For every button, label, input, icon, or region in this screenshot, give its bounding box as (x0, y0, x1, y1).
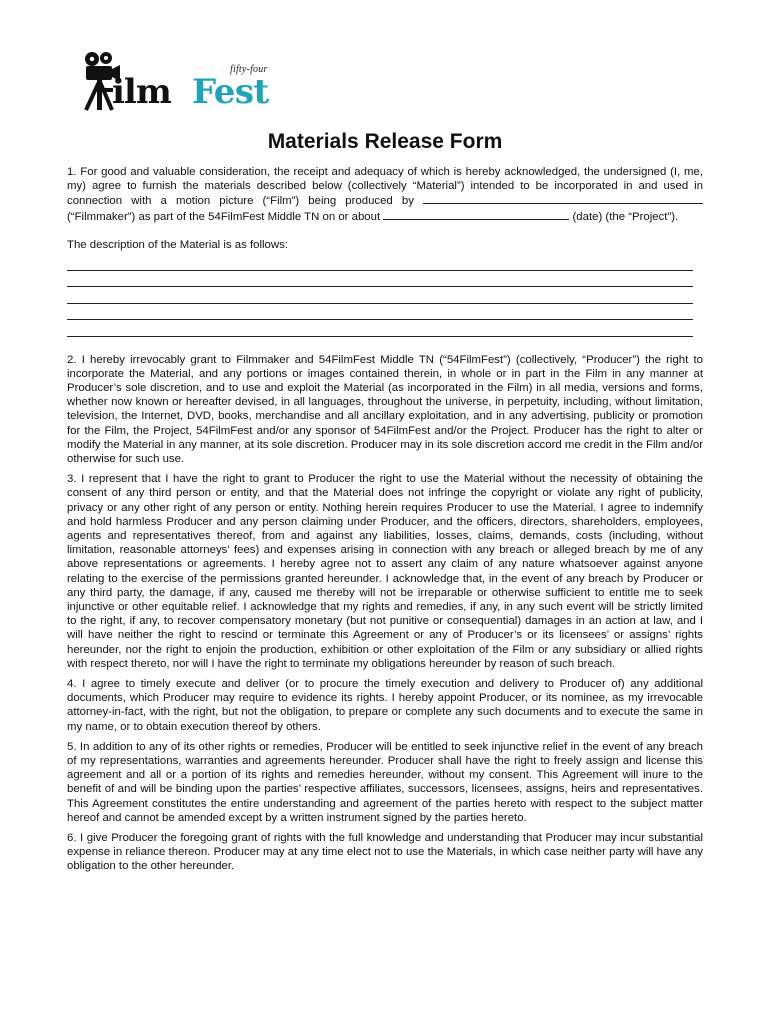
date-field[interactable] (383, 209, 569, 220)
paragraph-2: 2. I hereby irrevocably grant to Filmmaker and 54FilmFest Middle TN (“54FilmFest”) (collectively, “Producer”) the right to incorporate the Material, and any portions or images contained therein, in whole or in part in the Film in any manner at Producer’s sole discretion, and to use and exploit the Material (as incorporated in the Film) in all media, versions and forms, whether now known or hereafter devised, in all languages, throughout the universe, in perpetuity, including, without limitation, television, the Internet, DVD, books, merchandise and all ancillary exploitation, and in any advertising, publicity or promotion for the Film, the Project, 54FilmFest and/or any sponsor of 54FilmFest and/or the Project. Producer has the right to alter or modify the Material in any manner, at its sole discretion. Producer may in its sole discretion accord me credit in the Film and/or otherwise for such use. (67, 353, 703, 465)
paragraph-4: 4. I agree to timely execute and deliver (or to procure the timely execution and delivery to Producer of) any additional documents, which Producer may require to evidence its rights. I hereby appoint Producer, or its nominee, as my irrevocable attorney-in-fact, with the right, but not the obligation, to prepare or complete any such documents and to execute the same in my name, or to obtain execution thereof by others. (67, 677, 703, 733)
description-line[interactable] (67, 287, 693, 304)
description-line[interactable] (67, 271, 693, 288)
paragraph-1-text-a: 1. For good and valuable consideration, the receipt and adequacy of which is hereby acknowledged, the undersigned (I, me, my) agree to furnish the materials described below (collectively “Material”) intended to be incorporated in and used in connection with a motion picture (“Film”) being produced by (67, 166, 703, 208)
paragraph-3: 3. I represent that I have the right to grant to Producer the right to use the Material without the necessity of obtaining the consent of any third person or entity, and that the Material does not infringe the copyright or violate any right of publicity, privacy or any other right of any person or entity. Nothing herein requires Producer to use the Material. I agree to indemnify and hold harmless Producer and any person claiming under Producer, and the officers, directors, shareholders, employees, agents and representatives thereof, from and against any liabilities, losses, claims, demands, costs (including, without limitation, reasonable attorneys’ fees) and expenses arising in connection with any breach or alleged breach by me of any above representations or agreements. I hereby agree not to assert any claim of any nature whatsoever against anyone relating to the exercise of the permissions granted hereunder. I acknowledge that, in the event of any breach by Producer or any third party, the damage, if any, caused me thereby will not be irreparable or otherwise sufficient to entitle me to seek injunctive or other equitable relief. I acknowledge that my rights and remedies, if any, in any such event will be strictly limited to the right, if any, to recover compensatory monetary (but not punitive or consequential) damages in an action at law, and I will have neither the right to rescind or terminate this Agreement or any of Producer’s or its licensees’ or assigns’ rights hereunder, nor the right to enjoin the production, exhibition or other exploitation of the Film or any subsidiary or allied rights with respect thereto, nor will I have the right to terminate my obligations hereunder by reason of such breach. (67, 473, 703, 670)
paragraph-1-text-b: (“Filmmaker”) as part of the 54FilmFest Middle TN on or about (67, 210, 381, 223)
logo-wordmark: ilm (112, 72, 171, 112)
form-body (67, 165, 703, 880)
producer-name-field[interactable] (423, 193, 703, 204)
description-field[interactable] (67, 254, 703, 337)
logo-tagline: fifty-four (230, 64, 268, 75)
paragraph-5: 5. In addition to any of its other rights or remedies, Producer will be entitled to seek injunctive relief in the event of any breach of my representations, warranties and agreements hereunder. Producer shall have the right to freely assign and license this agreement and all or a portion of its rights and remedies hereunder, without my consent. This Agreement will inure to the benefit of and will be binding upon the parties’ respective affiliates, successors, licensees, assigns, heirs and representatives. This Agreement constitutes the entire understanding and agreement of the parties hereto with respect to the subject matter hereof and cannot be amended except by a written instrument signed by the parties hereto. (67, 740, 703, 824)
filmfest-logo (82, 50, 292, 118)
description-line[interactable] (67, 320, 693, 337)
description-label: The description of the Material is as follows: (67, 238, 288, 251)
description-line[interactable] (67, 254, 693, 271)
paragraph-1-text-c: (date) (the “Project”). (572, 210, 679, 223)
page-title: Materials Release Form (267, 130, 503, 153)
paragraph-6: 6. I give Producer the foregoing grant of rights with the full knowledge and understanding that Producer may incur substantial expense in reliance thereon. Producer may at any time elect not to use the Materials, in which case neither party will have any obligation to the other hereunder. (67, 832, 703, 873)
paragraph-1 (67, 165, 703, 224)
logo-wordmark-accent: Fest (192, 72, 269, 112)
description-line[interactable] (67, 304, 693, 321)
